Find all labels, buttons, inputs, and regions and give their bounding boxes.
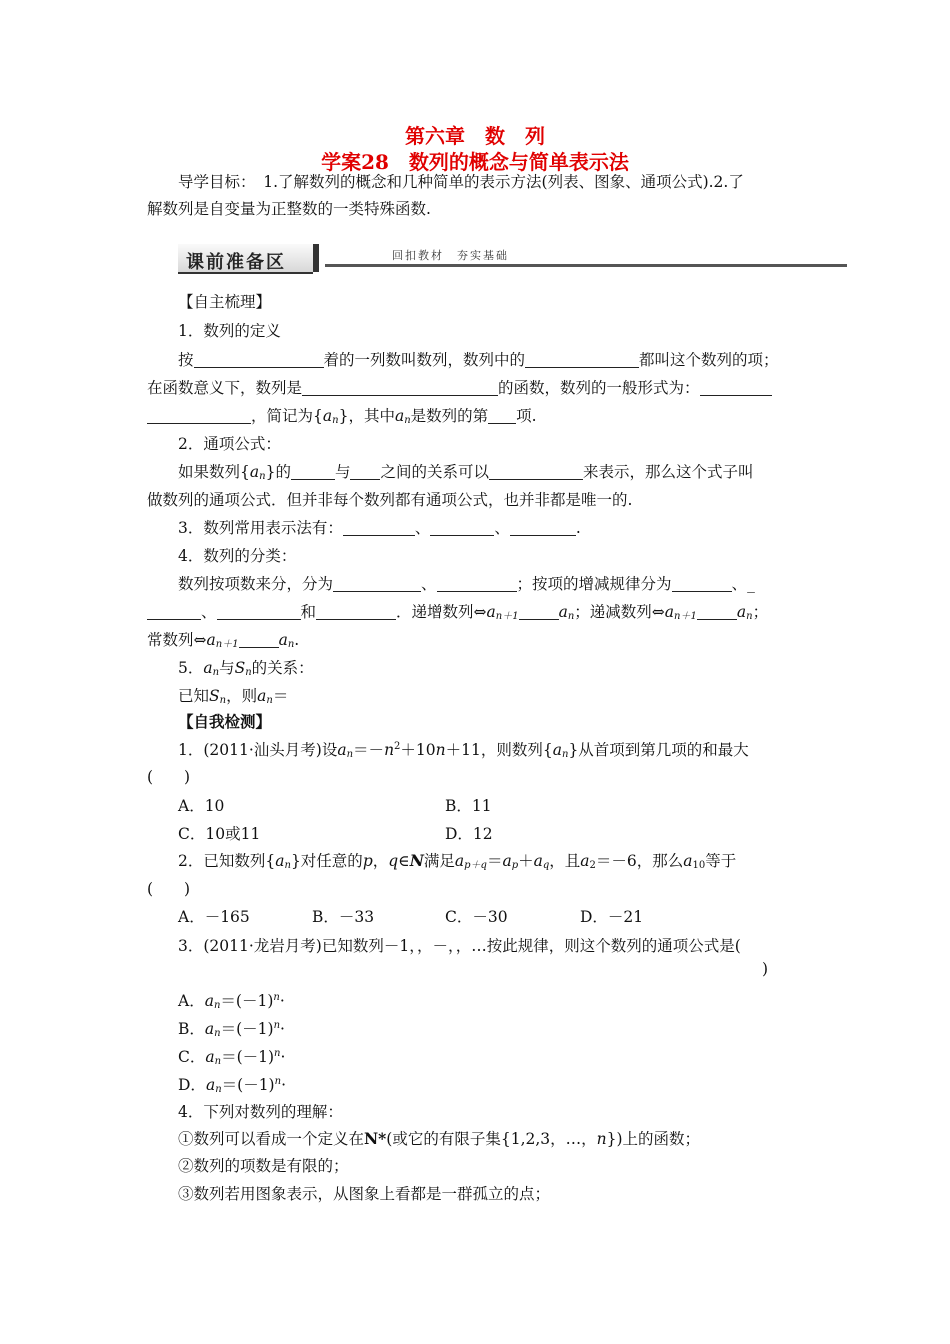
banner-divider [313,244,319,272]
q3-option-c: C．$a_n=(-1)^n\cdot$ [178,1048,286,1067]
s5-line: 已知$S_n$，则$a_n=$ [178,687,289,706]
s2-title: 2．通项公式： [178,435,281,453]
goal-line-2: 解数列是自变量为正整数的一类特殊函数. [147,200,431,218]
q3-option-d: D．$a_n=(-1)^n\cdot$ [178,1076,286,1095]
review-heading: 【自主梳理】 [178,293,272,311]
q1-stem: 1．(2011·汕头月考)设$a_n=-n^2+10n+11$，则数列$\{a_n\}$从首项到第几项的和最大 [178,741,749,760]
s1-title: 1．数列的定义 [178,322,281,340]
q1-option-a: A．10 [178,797,225,815]
q4-item-1: ①数列可以看成一个定义在N*(或它的有限子集{1,2,3，…，n})上的函数； [178,1129,701,1148]
s1-line-1: 按 着的一列数叫数列，数列中的 都叫这个数列的项； [178,351,779,369]
banner-subtitle: 回扣教材 夯实基础 [392,249,509,262]
s4-line-2: 、 和 ．递增数列$\Leftrightarrow a_{n+1}$ $a_n$；递减数列$\Leftrightarrow a_{n+1}$ $a_n$； [147,600,768,622]
s4-line-1: 数列按项数来分，分为 、 ；按项的增减规律分为 、_ [178,575,755,593]
q3-option-b: B．$a_n=(-1)^n\cdot$ [178,1020,285,1039]
banner-rule [325,264,847,267]
s3-line: 3．数列常用表示法有： 、 、 . [178,519,581,537]
q3-paren-close: ) [762,960,769,978]
q4-title: 4．下列对数列的理解： [178,1103,343,1121]
goal-line-1: 导学目标： 1.了解数列的概念和几种简单的表示方法(列表、图象、通项公式).2.了 [178,173,744,191]
chapter-title: 第六章 数 列 [405,124,545,148]
q1-paren: ( ) [147,768,191,786]
q2-paren: ( ) [147,880,191,898]
lesson-title: 学案28 数列的概念与简单表示法 [321,150,629,174]
s1-line-3: ，简记为$\{a_n\}$，其中$a_n$是数列的第 项. [147,404,537,426]
q2-option-d: D．－21 [580,908,644,926]
q4-item-3: ③数列若用图象表示，从图象上看都是一群孤立的点； [178,1185,551,1203]
banner-title: 课前准备区 [186,252,286,273]
q2-stem: 2．已知数列$\{a_n\}$对任意的p，q∈N满足$a_{p+q}=a_p+a_q$，且$a_2=-6$，那么$a_{10}$等于 [178,851,737,871]
s5-title: 5．$a_n$与$S_n$的关系： [178,659,314,678]
q3-option-a: A．$a_n=(-1)^n\cdot$ [178,992,285,1011]
q2-option-a: A．－165 [178,908,250,926]
s2-line-2: 做数列的通项公式．但并非每个数列都有通项公式，也并非都是唯一的. [147,491,633,509]
q3-stem: 3．(2011·龙岩月考)已知数列－1，，－，，…按此规律，则这个数列的通项公式是( [178,937,741,955]
q1-option-d: D．12 [445,825,493,843]
q2-option-b: B．－33 [312,908,375,926]
s2-line-1: 如果数列$\{a_n\}$的 与 之间的关系可以 来表示，那么这个式子叫 [178,463,754,482]
q1-option-b: B．11 [445,797,492,815]
selftest-heading: 【自我检测】 [178,712,272,731]
s4-line-3: 常数列$\Leftrightarrow a_{n+1}$ $a_n$. [147,631,300,650]
s1-line-2: 在函数意义下，数列是 的函数，数列的一般形式为： [147,376,772,398]
q2-option-c: C．－30 [445,908,508,926]
q4-item-2: ②数列的项数是有限的； [178,1157,349,1175]
s4-title: 4．数列的分类： [178,547,297,565]
q1-option-c: C．10或11 [178,825,261,843]
